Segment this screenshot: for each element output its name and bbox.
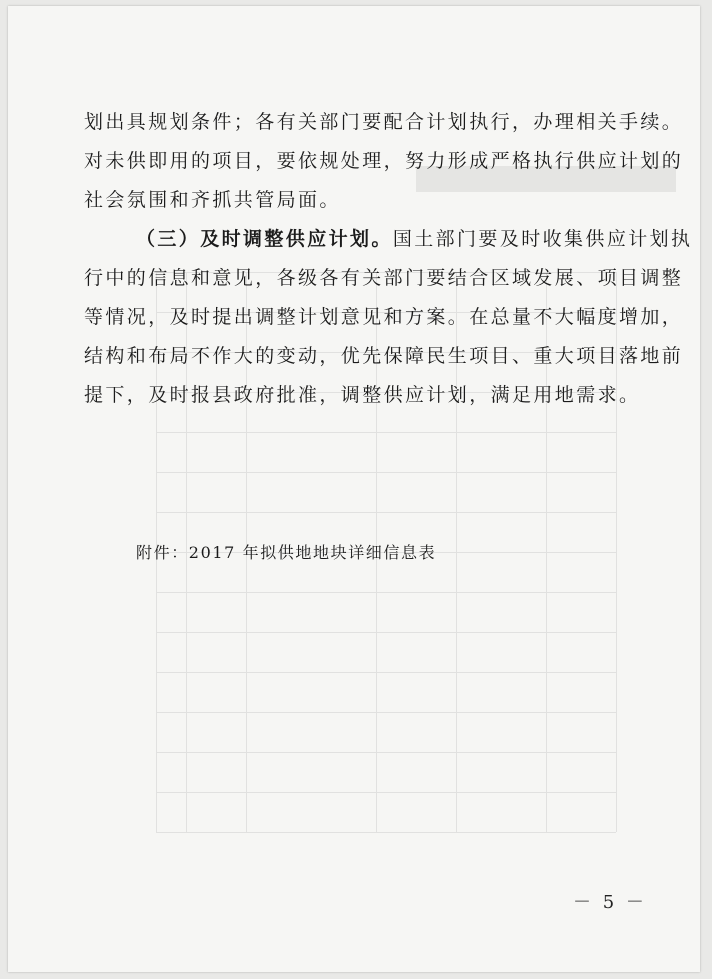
section3-heading: （三）及时调整供应计划。 — [136, 228, 393, 250]
paragraph-line-2: 对未供即用的项目，要依规处理，努力形成严格执行供应计划的 — [84, 150, 684, 172]
section3-first-line — [136, 227, 692, 251]
paragraph-line-3: 社会氛围和齐抓共管局面。 — [84, 189, 341, 211]
section3-line-3: 等情况，及时提出调整计划意见和方案。在总量不大幅度增加， — [84, 306, 684, 328]
document-page — [8, 6, 700, 972]
page-number: － 5 － — [573, 892, 647, 913]
section3-line-5: 提下，及时报县政府批准，调整供应计划，满足用地需求。 — [84, 384, 641, 406]
section3-line-2: 行中的信息和意见，各级各有关部门要结合区域发展、项目调整 — [84, 267, 684, 289]
section3-first-line-text: 国土部门要及时收集供应计划执 — [392, 228, 693, 250]
paragraph-line-1: 划出具规划条件；各有关部门要配合计划执行，办理相关手续。 — [84, 111, 684, 133]
section3-line-4: 结构和布局不作大的变动，优先保障民生项目、重大项目落地前 — [84, 345, 684, 367]
attachment-line: 附件：2017 年拟供地地块详细信息表 — [136, 543, 437, 562]
